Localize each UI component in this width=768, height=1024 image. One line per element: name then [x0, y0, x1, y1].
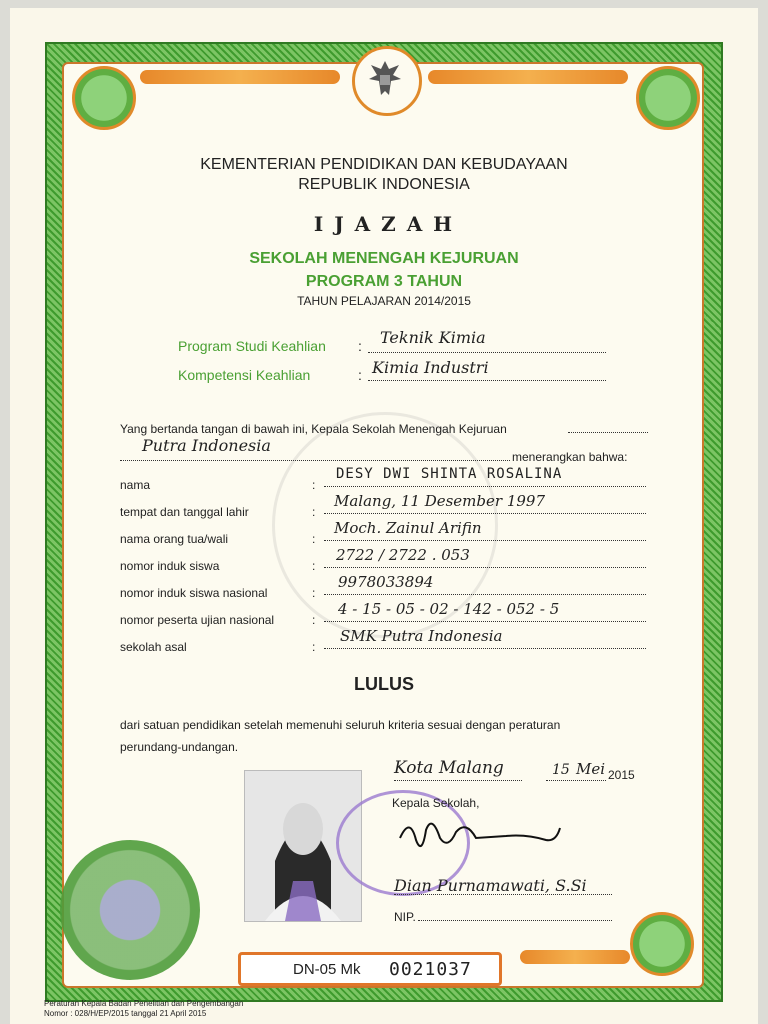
- competence-value: Kimia Industri: [372, 358, 489, 377]
- graduation-status: LULUS: [354, 674, 414, 694]
- field-colon: :: [312, 640, 316, 654]
- program-label: Program Studi Keahlian: [178, 338, 326, 354]
- field-label-nis: nomor induk siswa: [120, 559, 220, 573]
- corner-ornament-top-right: [636, 66, 700, 130]
- field-label-birth: tempat dan tanggal lahir: [120, 505, 249, 519]
- field-colon: :: [312, 532, 316, 546]
- serial-number: 0021037: [389, 959, 472, 980]
- corner-ornament-top-left: [72, 66, 136, 130]
- field-colon: :: [312, 478, 316, 492]
- student-name: DESY DWI SHINTA ROSALINA: [336, 466, 563, 482]
- result-text-line1: dari satuan pendidikan setelah memenuhi seluruh kriteria sesuai dengan peraturan: [120, 718, 561, 732]
- program-colon: :: [358, 338, 362, 354]
- school-name-handwritten: Putra Indonesia: [142, 436, 271, 455]
- signature-month: Mei: [576, 760, 606, 778]
- field-label-school: sekolah asal: [120, 640, 187, 654]
- top-left-scroll-ornament: [140, 70, 340, 84]
- garuda-icon: [365, 57, 405, 101]
- parent-name: Moch. Zainul Arifin: [334, 519, 482, 537]
- competence-label: Kompetensi Keahlian: [178, 367, 311, 383]
- date-dotline: [546, 766, 606, 781]
- nip-dotline: [418, 908, 612, 921]
- school-type: SEKOLAH MENENGAH KEJURUAN: [249, 250, 519, 267]
- signature-year: 2015: [608, 768, 635, 782]
- footer-regulation-line1: Peraturan Kepala Badan Penelitian dan Pengembangan: [44, 999, 244, 1008]
- field-colon: :: [312, 586, 316, 600]
- serial-number-box: [238, 952, 502, 986]
- competence-colon: :: [358, 367, 362, 383]
- national-student-id: 9978033894: [338, 573, 434, 591]
- field-colon: :: [312, 613, 316, 627]
- program-duration: PROGRAM 3 TAHUN: [305, 273, 463, 290]
- document-title: I J A Z A H: [313, 212, 455, 236]
- top-right-scroll-ornament: [428, 70, 628, 84]
- city-dotline: [394, 766, 522, 781]
- field-label-parent: nama orang tua/wali: [120, 532, 229, 546]
- corner-ornament-bottom-right: [630, 912, 694, 976]
- exam-participant-number: 4 - 15 - 05 - 02 - 142 - 052 - 5: [338, 600, 560, 618]
- garuda-emblem: [352, 46, 422, 116]
- student-id: 2722 / 2722 . 053: [336, 546, 470, 564]
- footer-regulation-line2: Nomor : 028/H/EP/2015 tanggal 21 April 2015: [44, 1009, 207, 1018]
- origin-school: SMK Putra Indonesia: [340, 627, 503, 645]
- declares-text: menerangkan bahwa:: [512, 450, 628, 464]
- principal-signature: [396, 810, 566, 860]
- field-label-name: nama: [120, 478, 151, 492]
- field-colon: :: [312, 559, 316, 573]
- principal-name: Dian Purnamawati, S.Si: [394, 876, 587, 895]
- field-colon: :: [312, 505, 316, 519]
- signature-day: 15: [552, 762, 570, 778]
- signature-city: Kota Malang: [394, 758, 504, 778]
- embossed-seal: [60, 840, 200, 980]
- program-value: Teknik Kimia: [380, 328, 486, 347]
- name-dotline: [394, 882, 612, 895]
- ministry-title: KEMENTERIAN PENDIDIKAN DAN KEBUDAYAAN: [200, 156, 568, 173]
- intro-dotline: [568, 420, 648, 433]
- bottom-right-scroll-ornament: [520, 950, 630, 964]
- birth-place-date: Malang, 11 Desember 1997: [334, 492, 545, 510]
- academic-year: TAHUN PELAJARAN 2014/2015: [297, 294, 471, 308]
- country-title: REPUBLIK INDONESIA: [298, 176, 470, 193]
- nip-label: NIP.: [394, 910, 416, 924]
- field-label-exam: nomor peserta ujian nasional: [120, 613, 275, 627]
- statement-intro: Yang bertanda tangan di bawah ini, Kepala Sekolah Menengah Kejuruan: [120, 422, 507, 436]
- serial-code: DN-05 Mk: [293, 961, 361, 978]
- principal-role: Kepala Sekolah,: [392, 796, 480, 810]
- result-text-line2: perundang-undangan.: [120, 740, 239, 754]
- field-label-nisn: nomor induk siswa nasional: [120, 586, 268, 600]
